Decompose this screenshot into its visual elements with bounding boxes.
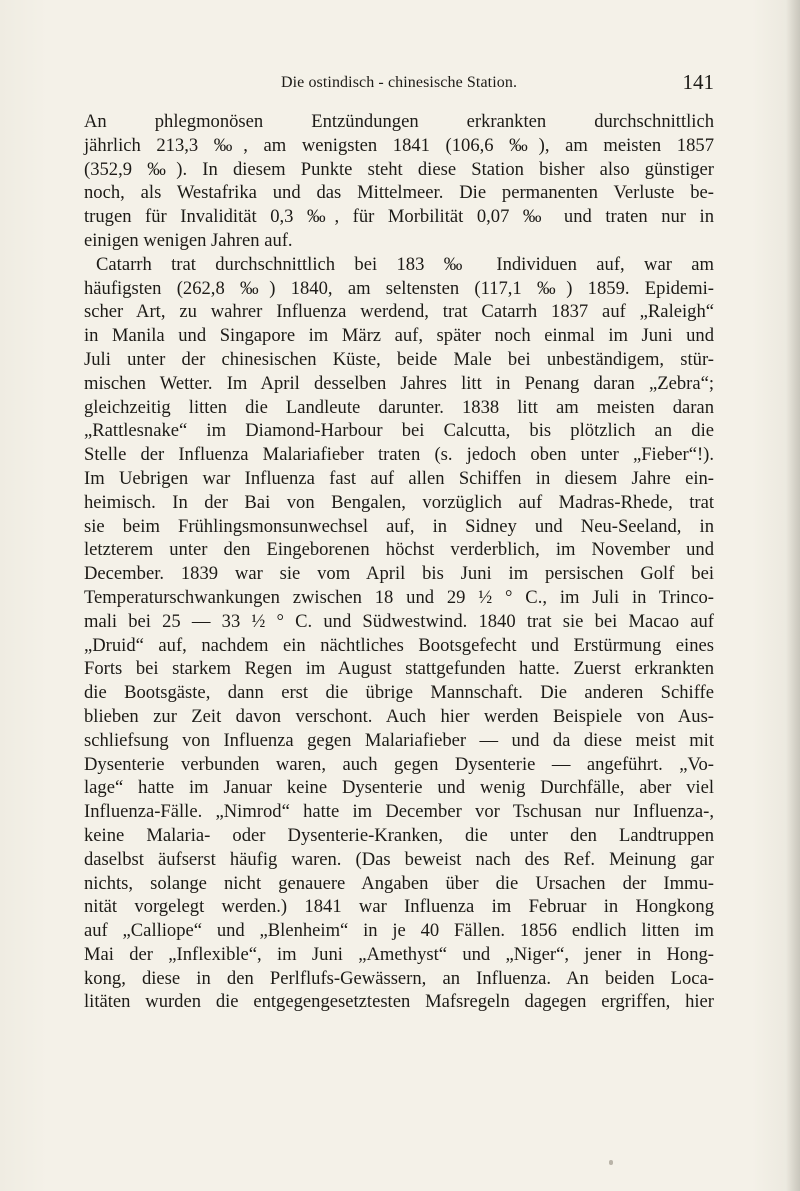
text-line: scher Art, zu wahrer Influenza werdend, trat Catarrh 1837 auf „Raleigh“ [84, 301, 714, 323]
text-line: schliefsung von Influenza gegen Malariafieber — und da diese meist mit [84, 729, 714, 751]
text-line: Influenza-Fälle. „Nimrod“ hatte im December vor Tschusan nur Influenza-, [84, 801, 714, 823]
text-line: litäten wurden die entgegengesetztesten Mafsregeln dagegen ergriffen, hier [84, 991, 714, 1013]
text-line: Catarrh trat durchschnittlich bei 183 ‰ Individuen auf, war am [96, 253, 714, 275]
text-line: noch, als Westafrika und das Mittelmeer. Die permanenten Verluste be- [84, 182, 714, 204]
text-line: jährlich 213,3 ‰, am wenigsten 1841 (106,6 ‰), am meisten 1857 [84, 134, 714, 156]
text-line: nität vorgelegt werden.) 1841 war Influenza im Februar in Hongkong [84, 896, 714, 918]
text-line: daselbst äufserst häufig waren. (Das beweist nach des Ref. Meinung gar [84, 848, 714, 870]
text-line: häufigsten (262,8 ‰) 1840, am seltensten (117,1 ‰) 1859. Epidemi- [84, 277, 714, 299]
text-line: „Rattlesnake“ im Diamond-Harbour bei Calcutta, bis plötzlich an die [84, 420, 714, 442]
text-line: gleichzeitig litten die Landleute darunter. 1838 litt am meisten daran [84, 396, 714, 418]
text-line: keine Malaria- oder Dysenterie-Kranken, die unter den Landtruppen [84, 824, 714, 846]
text-line: die Bootsgäste, dann erst die übrige Mannschaft. Die anderen Schiffe [84, 682, 714, 704]
text-line: „Druid“ auf, nachdem ein nächtliches Bootsgefecht und Erstürmung eines [84, 634, 714, 656]
paper-speck [609, 1160, 613, 1165]
text-line: kong, diese in den Perlflufs-Gewässern, an Influenza. An beiden Loca- [84, 967, 714, 989]
text-line: einigen wenigen Jahren auf. [84, 229, 293, 251]
text-line: mali bei 25 — 33 ½ ° C. und Südwestwind. 1840 trat sie bei Macao auf [84, 610, 714, 632]
text-line: nichts, solange nicht genauere Angaben über die Ursachen der Immu- [84, 872, 714, 894]
text-line: Juli unter der chinesischen Küste, beide Male bei unbeständigem, stür- [84, 348, 714, 370]
text-line: sie beim Frühlingsmonsunwechsel auf, in Sidney und Neu-Seeland, in [84, 515, 714, 537]
text-line: trugen für Invalidität 0,3 ‰, für Morbilität 0,07 ‰ und traten nur in [84, 206, 714, 228]
text-line: letzterem unter den Eingeborenen höchst verderblich, im November und [84, 539, 714, 561]
text-line: Mai der „Inflexible“, im Juni „Amethyst“ und „Niger“, jener in Hong- [84, 943, 714, 965]
text-line: Forts bei starkem Regen im August stattgefunden hatte. Zuerst erkrankten [84, 658, 714, 680]
text-line: Stelle der Influenza Malariafieber traten (s. jedoch oben unter „Fieber“!). [84, 444, 714, 466]
text-line: An phlegmonösen Entzündungen erkrankten durchschnittlich [84, 111, 714, 132]
text-line: Im Uebrigen war Influenza fast auf allen Schiffen in diesem Jahre ein- [84, 467, 714, 489]
text-line: Temperaturschwankungen zwischen 18 und 29 ½ ° C., im Juli in Trinco- [84, 586, 714, 608]
text-line: blieben zur Zeit davon verschont. Auch hier werden Beispiele von Aus- [84, 705, 714, 727]
page-header [84, 70, 714, 100]
text-line: heimisch. In der Bai von Bengalen, vorzüglich auf Madras-Rhede, trat [84, 491, 714, 513]
page-number: 141 [682, 70, 714, 94]
running-head: Die ostindisch - chinesische Station. [280, 74, 518, 91]
text-line: in Manila und Singapore im März auf, später noch einmal im Juni und [84, 325, 714, 347]
text-line: (352,9 ‰). In diesem Punkte steht diese Station bisher also günstiger [84, 158, 714, 180]
text-line: mischen Wetter. Im April desselben Jahres litt in Penang daran „Zebra“; [84, 372, 714, 394]
text-line: auf „Calliope“ und „Blenheim“ in je 40 Fällen. 1856 endlich litten im [84, 920, 714, 942]
body-text [84, 110, 714, 1014]
text-line: lage“ hatte im Januar keine Dysenterie und wenig Durchfälle, aber viel [84, 777, 714, 799]
text-line: Dysenterie verbunden waren, auch gegen Dysenterie — angeführt. „Vo- [84, 753, 714, 775]
page-edge-shadow [786, 0, 800, 1191]
text-line: December. 1839 war sie vom April bis Juni im persischen Golf bei [84, 563, 714, 585]
